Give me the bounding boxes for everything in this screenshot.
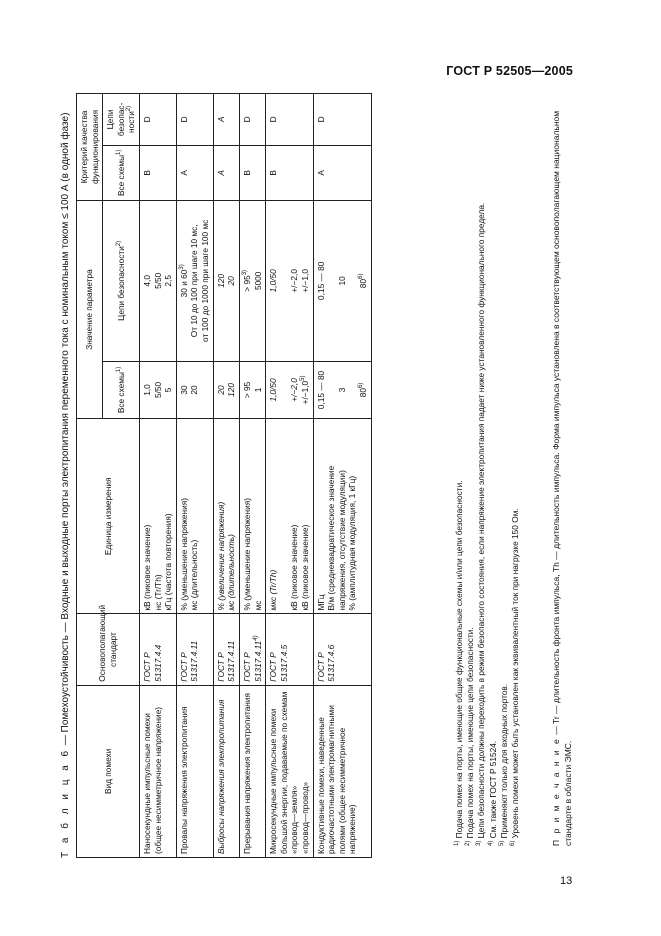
cell-unit: % (увеличение напряжения) мс (длительность) [213,419,239,614]
cell-value-all: 0,15 — 80 3 80$^{6)}$ [313,361,371,418]
note-label: П р и м е ч а н и е [551,737,561,846]
cell-crit-all: B [140,145,177,200]
col-header-value-safety: Цепи безопасности$^{2)}$ [103,200,140,361]
table-note [550,96,575,846]
col-header-value-all: Все схемы$^{1)}$ [103,361,140,418]
table-row [176,94,213,858]
note-text: — Tr — длительность фронта импульса, Th — длительность импульса. Форма импульса установлена в соответствующем основополагающем национальном стандарте в области ЭМС. [551,110,574,846]
cell-crit-all: B [266,145,313,200]
cell-value-all: 1,0 5/50 5 [140,361,177,418]
cell-disturbance: Микросекундные импульсные помехи большой энергии, подаваемые по схемам «провод—земля» «провод—провод» [266,685,313,857]
col-header-crit-all: Все схемы$^{1)}$ [103,145,140,200]
cell-standard: ГОСТ Р 51317.4.5 [266,614,313,685]
cell-value-all: 30 20 [176,361,213,418]
cell-crit-all: A [313,145,371,200]
cell-value-all: > 95 1 [239,361,265,418]
col-header-standard: Основополагающий стандарт [77,614,140,685]
cell-unit: % (уменьшение напряжения) мс (длительность) [176,419,213,614]
cell-crit-all: A [213,145,239,200]
cell-crit-safety: D [140,94,177,146]
table-row [239,94,265,858]
page-number: 13 [560,875,573,887]
footnote-5: $^{5)}$ Применяют только для входных портов. [498,683,509,846]
table-title: — Помехоустойчивость — Входные и выходные порты электропитания переменного тока с номинальным током ≤ 100 А (в одной фазе) [60,112,71,748]
cell-unit: кВ (пиковое значение) нс (Tr/Th) кГц (частота повторения) [140,419,177,614]
cell-disturbance: Прерывания напряжения электропитания [239,685,265,857]
cell-crit-safety: D [239,94,265,146]
cell-standard: ГОСТ Р 51317.4.11 [176,614,213,685]
cell-crit-safety: A [213,94,239,146]
col-header-value-group: Значение параметра [77,200,103,418]
table-row [266,94,313,858]
table-row [313,94,371,858]
rotated-table-area [60,93,590,858]
cell-value-safety: 120 20 [213,200,239,361]
table-caption [60,93,71,858]
cell-crit-safety: D [176,94,213,146]
cell-disturbance: Наносекундные импульсные помехи (общее несимметричное напряжение) [140,685,177,857]
cell-value-safety: 1,0/50 +/−2,0 +/−1,0 [266,200,313,361]
col-header-unit: Единица измерения [77,419,140,614]
cell-crit-safety: D [313,94,371,146]
footnote-6: $^{6)}$ Уровень помехи может быть установлен как эквивалентный ток при нагрузке 150 Ом. [509,508,520,846]
col-header-disturbance: Вид помехи [77,685,140,857]
col-header-criterion-group: Критерий качества функционирования [77,94,103,201]
cell-unit: % (уменьшение напряжения) мс [239,419,265,614]
immunity-table [76,93,372,858]
cell-crit-all: B [239,145,265,200]
col-header-crit-safety: Цепи безопас-ности$^{2)}$ [103,94,140,146]
cell-value-safety: 4,0 5/50 2,5 [140,200,177,361]
cell-value-safety: 0,15 — 80 10 80$^{6)}$ [313,200,371,361]
cell-value-safety: 30 и 60$^{3)}$ От 10 до 100 при шаге 10 мс, от 100 до 1000 при шаге 100 мс [176,200,213,361]
cell-crit-safety: D [266,94,313,146]
table-label: Т а б л и ц а 6 [60,747,71,858]
cell-standard: ГОСТ Р 51317.4.11$^{4)}$ [239,614,265,685]
footnote-3: $^{3)}$ Цепи безопасности должны переходить в режим безопасного состояния, если напряжение электропитания падает ниже установленного функционального предела. [476,202,487,846]
cell-disturbance: Кондуктивные помехи, наведенные радиочастотными электромагнитными полями (общее несимметричное напряжение) [313,685,371,857]
table-row [213,94,239,858]
cell-standard: ГОСТ Р 51317.4.4 [140,614,177,685]
cell-crit-all: A [176,145,213,200]
footnote-2: $^{2)}$ Подача помех на порты, имеющие цепи безопасности. [465,627,476,846]
cell-value-all: 1,0/50 +/−2,0 $+/-1,0^{5)}$ [266,361,313,418]
cell-standard: ГОСТ Р 51317.4.6 [313,614,371,685]
footnote-4: $^{4)}$ См. также ГОСТ Р 51524. [487,740,498,846]
cell-standard: ГОСТ Р 51317.4.11 [213,614,239,685]
footnotes [454,98,521,858]
standard-code: ГОСТ Р 52505—2005 [446,64,573,78]
cell-value-all: 20 120 [213,361,239,418]
footnote-1: $^{1)}$ Подача помех на порты, имеющие общие функциональные схемы и/или цепи безопасности. [454,480,464,846]
cell-disturbance: Выбросы напряжения электропитания [213,685,239,857]
cell-unit: МГц В/м (среднеквадратическое значение напряжения, отсутствие модуляции) % (амплитудная модуляция, 1 кГц) [313,419,371,614]
cell-disturbance: Провалы напряжения электропитания [176,685,213,857]
cell-unit: мкс (Tr/Th) кВ (пиковое значение) кВ (пиковое значение) [266,419,313,614]
cell-value-safety: > $95^{3)}$ 5000 [239,200,265,361]
table-row [140,94,177,858]
